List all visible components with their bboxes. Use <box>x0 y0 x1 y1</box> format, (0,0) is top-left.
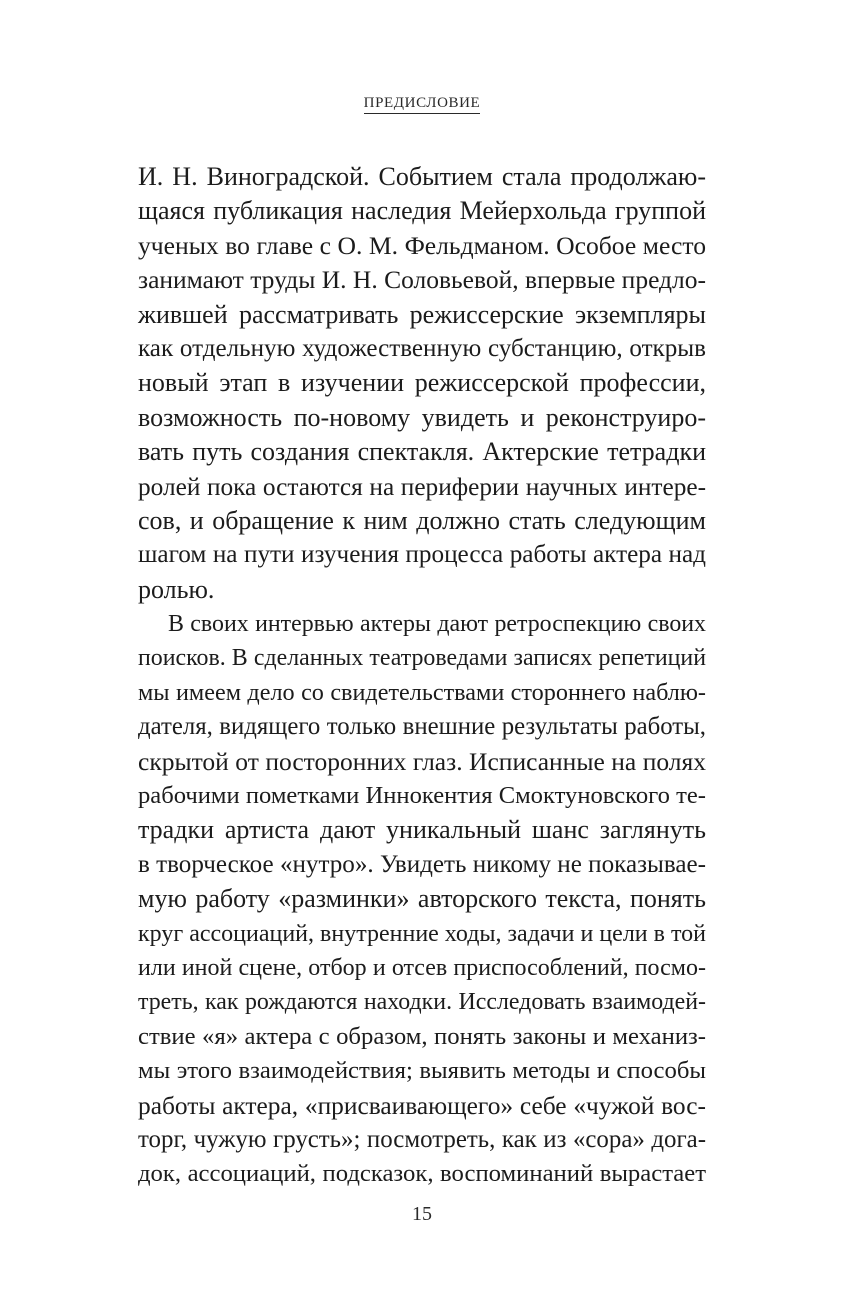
text-line: торг, чужую грусть»; посмотреть, как из «сора» дога- <box>138 1125 706 1153</box>
body-text <box>138 160 706 1192</box>
text-line: док, ассоциаций, подсказок, воспоминаний вырастает <box>138 1160 706 1188</box>
text-line: ролью. <box>138 574 215 604</box>
text-line: рабочими пометками Иннокентия Смоктуновского те- <box>138 782 706 810</box>
text-line: ролей пока остаются на периферии научных интере- <box>138 472 706 501</box>
text-line: традки артиста дают уникальный шанс заглянуть <box>138 815 706 845</box>
text-line: новый этап в изучении режиссерской профессии, <box>138 368 706 398</box>
text-line: поисков. В сделанных театроведами записях репетиций <box>138 645 706 672</box>
running-head <box>0 92 844 114</box>
text-line: или иной сцене, отбор и отсев приспособлений, посмо- <box>138 954 706 981</box>
text-line: И. Н. Виноградской. Событием стала продолжаю- <box>138 162 706 191</box>
text-line: треть, как рождаются находки. Исследовать взаимодей- <box>138 989 706 1016</box>
text-line: скрытой от посторонних глаз. Исписанные на полях <box>138 746 706 776</box>
text-line: сов, и обращение к ним должно стать следующим <box>138 505 706 535</box>
text-line: шагом на пути изучения процесса работы актера над <box>138 541 706 569</box>
running-head-title: ПРЕДИСЛОВИЕ <box>364 95 481 114</box>
page-number: 15 <box>412 1203 432 1225</box>
text-line: щаяся публикация наследия Мейерхольда группой <box>138 196 706 226</box>
text-line: работы актера, «присваивающего» себе «чужой вос- <box>138 1091 706 1120</box>
paragraph-1 <box>138 160 706 607</box>
text-line: жившей рассматривать режиссерские экземпляры <box>138 299 706 329</box>
text-line: в творческое «нутро». Увидеть никому не показывае- <box>138 850 706 878</box>
text-line: занимают труды И. Н. Соловьевой, впервые предло- <box>138 265 706 295</box>
text-line: ствие «я» актера с образом, понять законы и механиз- <box>138 1022 706 1050</box>
paragraph-2 <box>138 607 706 1192</box>
text-line: дателя, видящего только внешние результаты работы, <box>138 713 706 741</box>
text-line: В своих интервью актеры дают ретроспекцию своих <box>168 611 706 638</box>
text-line: ученых во главе с О. М. Фельдманом. Особое место <box>138 230 706 260</box>
text-line: мую работу «разминки» авторского текста, понять <box>138 884 706 914</box>
text-line: круг ассоциаций, внутренние ходы, задачи и цели в той <box>138 920 706 947</box>
text-line: мы этого взаимодействия; выявить методы и способы <box>138 1057 706 1085</box>
text-line: как отдельную художественную субстанцию, открыв <box>138 334 706 362</box>
text-line: мы имеем дело со свидетельствами стороннего наблю- <box>138 678 706 706</box>
text-line: возможность по-новому увидеть и реконструиро- <box>138 402 706 432</box>
text-line: вать путь создания спектакля. Актерские тетрадки <box>138 437 706 467</box>
